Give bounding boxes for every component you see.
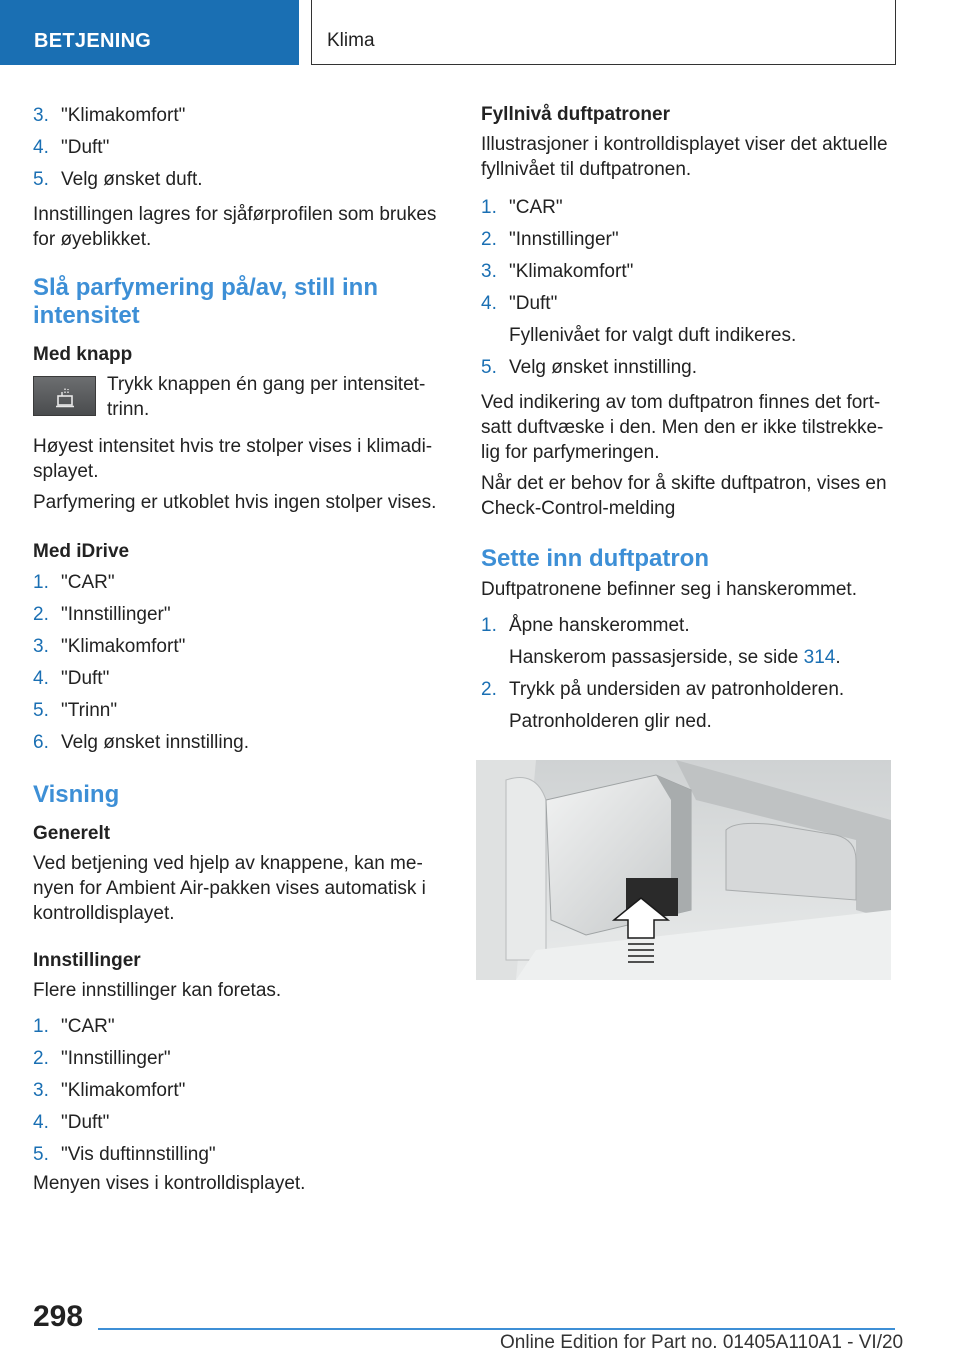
subheading: Innstillinger (33, 950, 141, 971)
section-tab: BETJENING (0, 0, 299, 65)
section-heading: Slå parfymering på/av, still inn intensitet (33, 274, 378, 329)
right-column (481, 100, 891, 738)
paragraph: Innstillingen lagres for sjåførprofilen som brukes for øyeblikket. (33, 204, 437, 250)
paragraph: Menyen vises i kontrolldisplayet. (33, 1173, 306, 1194)
edition-info: Online Edition for Part no. 01405A110A1 - VI/20 (500, 1332, 904, 1353)
list-item: 5. Velg ønsket duft. (33, 169, 203, 190)
paragraph: Illustrasjoner i kontrolldisplayet viser det aktuelle fyllnivået til duftpatronen. (481, 134, 888, 180)
subheading: Med iDrive (33, 541, 130, 562)
chapter-title: Klima (311, 0, 896, 65)
list-item: 4. "Duft" (33, 1112, 110, 1133)
list-item: 4. "Duft" (33, 668, 110, 689)
list-item: 4. "Duft" (33, 137, 110, 158)
list-item: 2. "Innstillinger" (33, 604, 171, 625)
paragraph: Når det er behov for å skifte duftpatron, vises en Check-Control-melding (481, 473, 887, 519)
list-item: 5. "Vis duftinnstilling" (33, 1144, 216, 1165)
paragraph: Høyest intensitet hvis tre stolper vises i klimadisplayet. (33, 436, 433, 482)
page-number: 298 (33, 1300, 84, 1333)
paragraph: Parfymering er utkoblet hvis ingen stolper vises. (33, 492, 437, 513)
left-column (33, 100, 438, 1200)
paragraph: Flere innstillinger kan foretas. (33, 980, 282, 1001)
list-item: 3. "Klimakomfort" (481, 261, 634, 282)
list-item: 3. "Klimakomfort" (33, 636, 186, 657)
page-reference-link[interactable]: 314 (803, 647, 836, 668)
list-item: 4. "Duft" (481, 293, 558, 314)
paragraph: Ved betjening ved hjelp av knappene, kan menyen for Ambient Air-pakken vises automatisk i kontrolldisplayet. (33, 853, 426, 924)
list-item: 5. "Trinn" (33, 700, 118, 721)
fragrance-icon (52, 384, 78, 408)
button-description: Trykk knappen én gang per intensitettrinn. (107, 374, 426, 420)
footer-divider (98, 1328, 895, 1330)
list-item: 2. "Innstillinger" (481, 229, 619, 250)
fragrance-button-image (33, 376, 96, 416)
section-heading: Visning (33, 781, 120, 808)
list-item: 2. Trykk på undersiden av patronholderen. (481, 679, 845, 700)
list-item: 3. "Klimakomfort" (33, 1080, 186, 1101)
list-item: 2. "Innstillinger" (33, 1048, 171, 1069)
list-item: 1. "CAR" (481, 197, 563, 218)
list-item: 1. Åpne hanskerommet. (481, 615, 690, 636)
cartridge-holder-photo (476, 760, 891, 980)
button-illustration-row (33, 372, 438, 428)
subheading: Fyllnivå duftpatroner (481, 104, 670, 125)
list-item: 6. Velg ønsket innstilling. (33, 732, 249, 753)
list-item: 5. Velg ønsket innstilling. (481, 357, 697, 378)
paragraph: Duftpatronene befinner seg i hanskerommet. (481, 579, 857, 600)
section-heading: Sette inn duftpatron (481, 545, 709, 572)
list-item-note: Hanskerom passasjerside, se side 314. (509, 647, 841, 668)
list-item-note: Fyllenivået for valgt duft indikeres. (509, 325, 797, 346)
list-item-note: Patronholderen glir ned. (509, 711, 712, 732)
list-item: 3. "Klimakomfort" (33, 105, 186, 126)
subheading: Generelt (33, 823, 111, 844)
cartridge-holder-illustration (476, 760, 891, 980)
list-item: 1. "CAR" (33, 1016, 115, 1037)
list-item: 1. "CAR" (33, 572, 115, 593)
paragraph: Ved indikering av tom duftpatron finnes det fortsatt duftvæske i den. Men den er ikke tilstrekkelig for parfymeringen. (481, 392, 884, 463)
subheading: Med knapp (33, 344, 133, 365)
